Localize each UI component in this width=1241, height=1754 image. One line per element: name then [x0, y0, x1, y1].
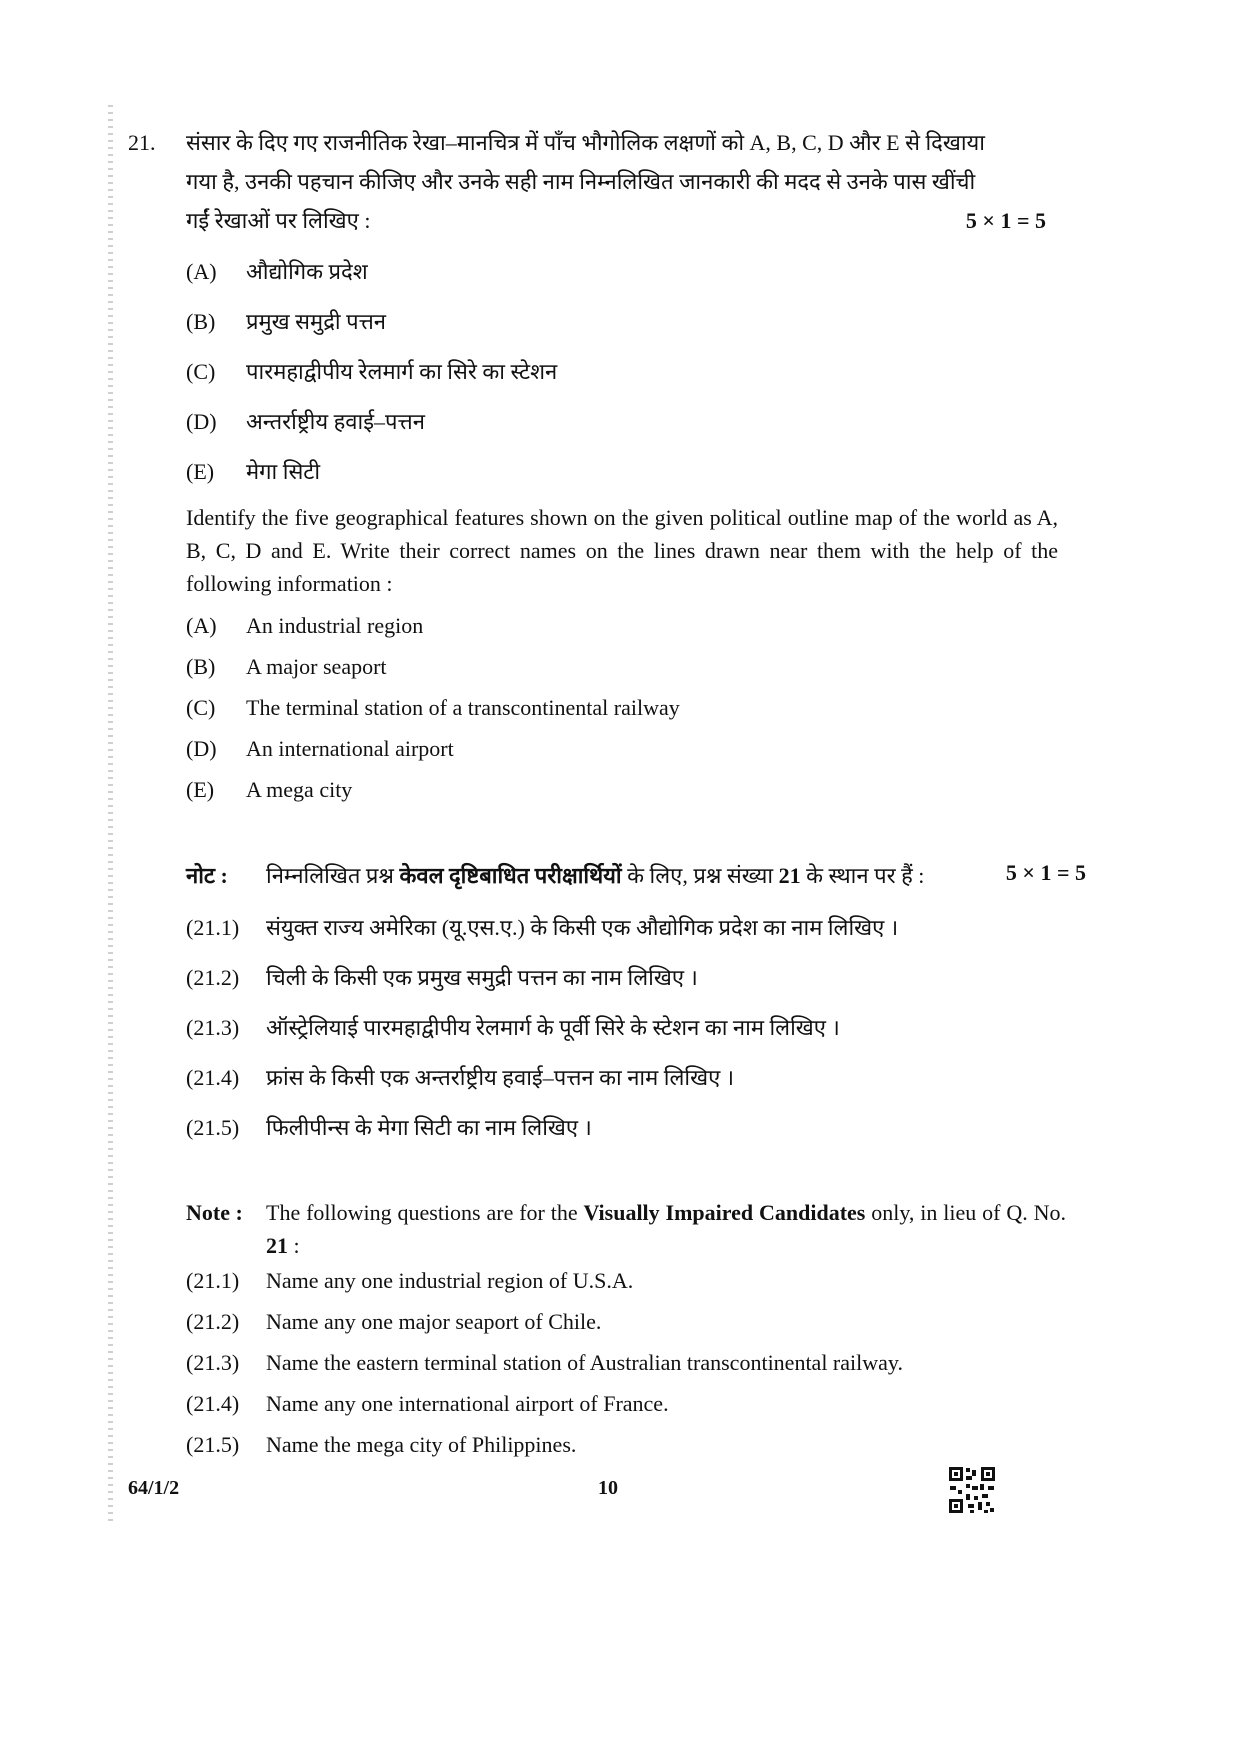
question-hindi-line-2: गया है, उनकी पहचान कीजिए और उनके सही नाम निम्नलिखित जानकारी की मदद से उनके पास खींची	[186, 169, 976, 194]
option-label: (E)	[186, 777, 215, 802]
subq-label: (21.2)	[186, 965, 240, 990]
note-text-mid: only, in lieu of Q. No.	[865, 1200, 1066, 1225]
english-option-c	[186, 695, 680, 721]
note-text-post: के स्थान पर हैं :	[800, 863, 925, 888]
english-subq-4	[186, 1391, 669, 1417]
page-number: 10	[598, 1477, 618, 1499]
question-english-text: Identify the five geographical features shown on the given political outline map of the world as A, B, C, D and E. Write their correct names on the lines drawn near them with the help of the following information :	[186, 505, 1058, 596]
note-text-mid: के लिए, प्रश्न संख्या	[621, 863, 779, 888]
option-text: मेगा सिटी	[246, 459, 321, 484]
paper-code: 64/1/2	[128, 1477, 180, 1499]
subq-text: Name any one industrial region of U.S.A.	[266, 1268, 634, 1293]
option-label: (E)	[186, 459, 215, 484]
english-subq-2	[186, 1309, 601, 1335]
subq-label: (21.5)	[186, 1432, 240, 1457]
question-number: 21.	[128, 130, 156, 155]
question-hindi-text	[186, 125, 1046, 239]
option-label: (C)	[186, 359, 216, 384]
subq-label: (21.4)	[186, 1065, 240, 1090]
subq-text: Name any one international airport of France.	[266, 1391, 669, 1416]
subq-label: (21.1)	[186, 915, 240, 940]
hindi-subq-1	[186, 912, 898, 942]
note-text-bold: Visually Impaired Candidates	[583, 1200, 866, 1225]
option-label: (B)	[186, 309, 216, 334]
question-marks: 5 × 1 = 5	[965, 208, 1046, 233]
question-hindi-line-3-text: गईं रेखाओं पर लिखिए :	[186, 208, 371, 233]
hindi-option-a	[186, 256, 368, 286]
english-subq-1	[186, 1268, 633, 1294]
english-option-b	[186, 654, 387, 680]
note-text	[266, 1196, 1066, 1262]
subq-text: फिलीपीन्स के मेगा सिटी का नाम लिखिए ।	[266, 1115, 592, 1140]
hindi-subq-5	[186, 1112, 592, 1142]
option-label: (A)	[186, 613, 217, 638]
question-hindi-line-3	[186, 203, 1046, 239]
subq-text: ऑस्ट्रेलियाई पारमहाद्वीपीय रेलमार्ग के पूर्वी सिरे के स्टेशन का नाम लिखिए ।	[266, 1015, 840, 1040]
option-label: (C)	[186, 695, 216, 720]
hindi-subq-4	[186, 1062, 734, 1092]
option-label: (D)	[186, 736, 217, 761]
option-label: (D)	[186, 409, 217, 434]
option-text: A mega city	[246, 777, 353, 802]
hindi-option-b	[186, 306, 386, 336]
subq-text: फ्रांस के किसी एक अन्तर्राष्ट्रीय हवाई–पत्तन का नाम लिखिए ।	[266, 1065, 735, 1090]
hindi-option-c	[186, 356, 557, 386]
subq-label: (21.4)	[186, 1391, 240, 1416]
english-subq-5	[186, 1432, 576, 1458]
note-text-pre: The following questions are for the	[266, 1200, 584, 1225]
qr-code-icon	[948, 1466, 996, 1514]
note-marks: 5 × 1 = 5	[1005, 860, 1086, 885]
note-english	[186, 1196, 1066, 1262]
option-label: (A)	[186, 259, 217, 284]
option-text: An international airport	[246, 736, 454, 761]
note-qno: 21	[266, 1233, 288, 1258]
note-qno: 21	[778, 863, 801, 888]
option-text: An industrial region	[246, 613, 424, 638]
note-text-post: :	[288, 1233, 300, 1258]
subq-text: संयुक्त राज्य अमेरिका (यू.एस.ए.) के किसी एक औद्योगिक प्रदेश का नाम लिखिए ।	[266, 915, 899, 940]
option-label: (B)	[186, 654, 216, 679]
option-text: औद्योगिक प्रदेश	[246, 259, 368, 284]
option-text: A major seaport	[246, 654, 387, 679]
note-label: नोट :	[186, 863, 228, 888]
note-text-pre: निम्नलिखित प्रश्न	[266, 863, 400, 888]
hindi-subq-2	[186, 962, 698, 992]
note-text-bold: केवल दृष्टिबाधित परीक्षार्थियों	[399, 863, 622, 888]
note-hindi	[186, 860, 1102, 890]
english-subq-3	[186, 1350, 903, 1376]
subq-text: चिली के किसी एक प्रमुख समुद्री पत्तन का नाम लिखिए ।	[266, 965, 698, 990]
subq-text: Name the eastern terminal station of Australian transcontinental railway.	[266, 1350, 903, 1375]
hindi-subq-3	[186, 1012, 840, 1042]
subq-text: Name any one major seaport of Chile.	[266, 1309, 602, 1334]
option-text: पारमहाद्वीपीय रेलमार्ग का सिरे का स्टेशन	[246, 359, 558, 384]
margin-security-strip	[108, 105, 113, 1525]
hindi-option-e	[186, 456, 320, 486]
subq-label: (21.2)	[186, 1309, 240, 1334]
subq-label: (21.3)	[186, 1350, 240, 1375]
english-option-e	[186, 777, 352, 803]
subq-label: (21.3)	[186, 1015, 240, 1040]
subq-label: (21.5)	[186, 1115, 240, 1140]
subq-label: (21.1)	[186, 1268, 240, 1293]
note-label: Note :	[186, 1200, 243, 1225]
hindi-option-d	[186, 406, 425, 436]
english-option-d	[186, 736, 454, 762]
option-text: अन्तर्राष्ट्रीय हवाई–पत्तन	[246, 409, 425, 434]
option-text: प्रमुख समुद्री पत्तन	[246, 309, 386, 334]
subq-text: Name the mega city of Philippines.	[266, 1432, 577, 1457]
option-text: The terminal station of a transcontinental railway	[246, 695, 680, 720]
question-hindi-line-1: संसार के दिए गए राजनीतिक रेखा–मानचित्र में पाँच भौगोलिक लक्षणों को A, B, C, D और E से दिखाया	[186, 130, 986, 155]
english-option-a	[186, 613, 423, 639]
